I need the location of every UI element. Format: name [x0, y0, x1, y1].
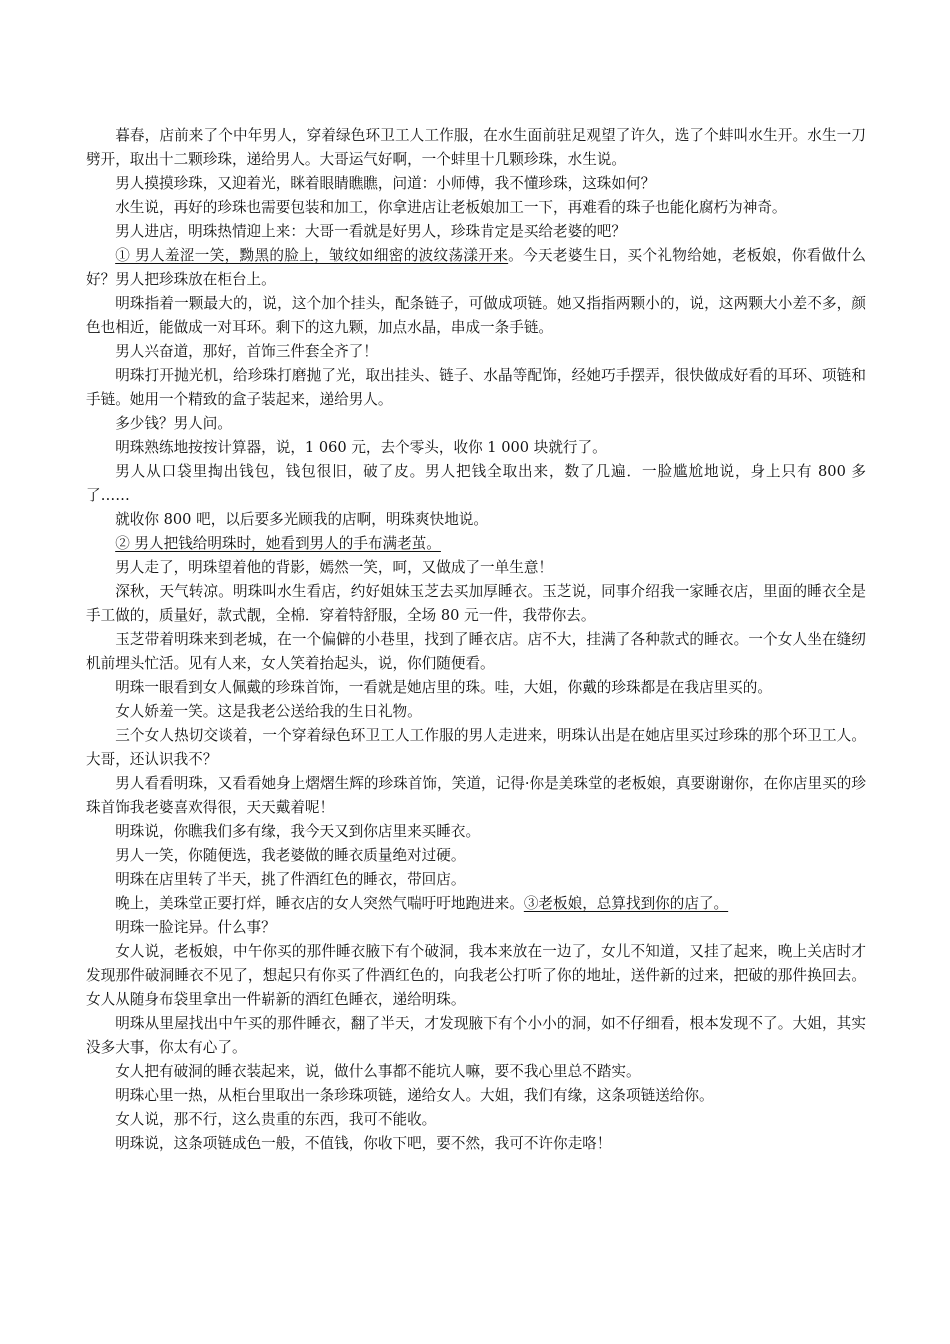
paragraph-underlined-2	[86, 532, 866, 556]
paragraph: 水生说，再好的珍珠也需要包装和加工，你拿进店让老板娘加工一下，再难看的珠子也能化腐朽为神奇。	[115, 199, 787, 216]
paragraph: 玉芝带着明珠来到老城，在一个偏僻的小巷里，找到了睡衣店。店不大，挂满了各种款式的睡衣。一个女人坐在缝纫机前埋头忙活。见有人来，女人笑着抬起头，说，你们随便看。	[86, 631, 866, 672]
paragraph: 明珠心里一热，从柜台里取出一条珍珠项链，递给女人。大姐，我们有缘，这条项链送给你。	[115, 1087, 714, 1104]
paragraph-text: 晚上，美珠堂正要打烊，睡衣店的女人突然气喘吁吁地跑进来。	[115, 895, 524, 912]
paragraph: 男人摸摸珍珠，又迎着光，眯着眼睛瞧瞧，问道：小师傅，我不懂珍珠，这珠如何？	[115, 175, 656, 192]
paragraph-underlined-3	[86, 892, 866, 916]
paragraph: 男人兴奋道，那好，首饰三件套全齐了！	[115, 343, 378, 360]
paragraph: 男人看看明珠，又看看她身上熠熠生辉的珍珠首饰，笑道，记得·你是美珠堂的老板娘，真要谢谢你，在你店里买的珍珠首饰我老婆喜欢得很，天天戴着呢！	[86, 775, 866, 816]
paragraph: 女人把有破洞的睡衣装起来，说，做什么事都不能坑人嘛，要不我心里总不踏实。	[115, 1063, 641, 1080]
paragraph: 女人说，那不行，这么贵重的东西，我可不能收。	[115, 1111, 437, 1128]
paragraph: 就收你 800 吧，以后要多光顾我的店啊，明珠爽快地说。	[115, 511, 488, 528]
paragraph-underlined-1	[86, 244, 866, 292]
paragraph: 男人走了，明珠望着他的背影，嫣然一笑，呵，又做成了一单生意！	[115, 559, 554, 576]
paragraph: 明珠说，你瞧我们多有缘，我今天又到你店里来买睡衣。	[115, 823, 481, 840]
underlined-sentence-2: ② 男人把钱给明珠时，她看到男人的手布满老茧。	[115, 535, 441, 552]
paragraph: 暮春，店前来了个中年男人，穿着绿色环卫工人工作服，在水生面前驻足观望了许久，选了个蚌叫水生开。水生一刀劈开，取出十二颗珍珠，递给男人。大哥运气好啊，一个蚌里十几颗珍珠，水生说。	[86, 127, 866, 168]
paragraph: 多少钱？男人问。	[115, 415, 232, 432]
underlined-sentence-1: ① 男人羞涩一笑，黝黑的脸上，皱纹如细密的波纹荡漾开来	[115, 247, 509, 264]
paragraph: 明珠一眼看到女人佩戴的珍珠首饰，一看就是她店里的珠。哇，大姐，你戴的珍珠都是在我店里买的。	[115, 679, 772, 696]
paragraph: 明珠打开抛光机，给珍珠打磨抛了光，取出挂头、链子、水晶等配饰，经她巧手摆弄，很快做成好看的耳环、项链和手链。她用一个精致的盒子装起来，递给男人。	[86, 367, 866, 408]
paragraph: 女人说，老板娘，中午你买的那件睡衣腋下有个破洞，我本来放在一边了，女儿不知道，又挂了起来，晚上关店时才发现那件破洞睡衣不见了，想起只有你买了件酒红色的，向我老公打听了你的地址，送件新的过来，把破的那件换回去。女人从随身布袋里拿出一件崭新的酒红色睡衣，递给明珠。	[86, 943, 866, 1008]
paragraph: 明珠从里屋找出中午买的那件睡衣，翻了半天，才发现腋下有个小小的洞，如不仔细看，根本发现不了。大姐，其实没多大事，你太有心了。	[86, 1015, 866, 1056]
paragraph: 明珠说，这条项链成色一般，不值钱，你收下吧，要不然，我可不许你走咯！	[115, 1135, 612, 1152]
article-body	[86, 124, 866, 1156]
paragraph: 三个女人热切交谈着，一个穿着绿色环卫工人工作服的男人走进来，明珠认出是在她店里买过珍珠的那个环卫工人。大哥，还认识我不？	[86, 727, 866, 768]
paragraph: 明珠指着一颗最大的，说，这个加个挂头，配条链子，可做成项链。她又指指两颗小的，说，这两颗大小差不多，颜色也相近，能做成一对耳环。剩下的这九颗，加点水晶，串成一条手链。	[86, 295, 866, 336]
paragraph: 深秋，天气转凉。明珠叫水生看店，约好姐妹玉芝去买加厚睡衣。玉芝说，同事介绍我一家睡衣店，里面的睡衣全是手工做的，质量好，款式靓，全棉．穿着特舒服，全场 80 元一件，我带你去。	[86, 583, 866, 624]
paragraph: 明珠一脸诧异。什么事？	[115, 919, 276, 936]
paragraph: 女人娇羞一笑。这是我老公送给我的生日礼物。	[115, 703, 422, 720]
underlined-sentence-3: ③老板娘，总算找到你的店了。	[523, 895, 729, 912]
paragraph: 明珠在店里转了半天，挑了件酒红色的睡衣，带回店。	[115, 871, 466, 888]
paragraph: 明珠熟练地按按计算器，说，1 060 元，去个零头，收你 1 000 块就行了。	[115, 439, 607, 456]
paragraph: 男人从口袋里掏出钱包，钱包很旧，破了皮。男人把钱全取出来，数了几遍．一脸尴尬地说，身上只有 800 多了……	[86, 463, 866, 504]
paragraph: 男人进店，明珠热情迎上来：大哥一看就是好男人，珍珠肯定是买给老婆的吧？	[115, 223, 626, 240]
paragraph-text: 。今天老婆生日，买个礼物给她，老板娘，你看做什么好？男人把珍珠放在柜台上。	[86, 247, 866, 288]
paragraph: 男人一笑，你随便选，我老婆做的睡衣质量绝对过硬。	[115, 847, 466, 864]
